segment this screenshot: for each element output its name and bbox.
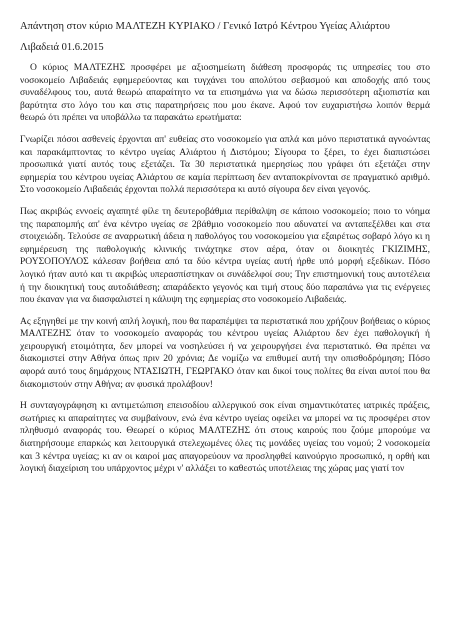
paragraph-2: Γνωρίζει πόσοι ασθενείς έρχονται απ' ευθείας στο νοσοκομείο για απλά και μόνο περιστατικά αγνοώντας και παρακάμπτοντας το κέντρο υγείας Αλιάρτου ή Διστόμου; Σίγουρα το ξέρει, το έχει διαπιστώσει προσωπικά γιατί αυτός τους εξετάζει. Τα 30 περιστατικά ημερησίως που γράφει ότι εξετάζει στην εφημερία του κέντρου υγείας Αλιάρτου σε καμία περίπτωση δεν ανταποκρίνονται σε πραγματικό αριθμό. Στο νοσοκομείο Λιβαδειάς έρχονται πολλά περισσότερα κι αυτό σίγουρα δεν είναι γεγονός. — [20, 133, 430, 196]
paragraph-1: Ο κύριος ΜΑΛΤΕΖΗΣ προσφέρει με αξιοσημείωτη διάθεση προσφοράς τις υπηρεσίες του στο νοσοκομείο Λιβαδειάς εφημερεύοντας και τυγχάνει του απολύτου σεβασμού και αποδοχής από τους συναδέλφους του, αυτά θεωρώ απαραίτητο να τα επισημάνω για να δώσω περισσότερη αξιοπιστία και βαρύτητα στο λόγο του και στις παρατηρήσεις που μου έκανε. Αφού τον ευχαριστήσω λοιπόν θερμά θεωρώ ότι πρέπει να υποβάλλω τα παρακάτω ερωτήματα: — [20, 62, 430, 124]
paragraph-3: Πως ακριβώς εννοείς αγαπητέ φίλε τη δευτεροβάθμια περίθαλψη σε κάποιο νοσοκομείο; ποιο το νόημα της παραπομπής απ' ένα κέντρο υγείας σε 2βάθμιο νοσοκομείο που αδυνατεί να ανταπεξέλθει και στα στοιχειώδη. Τελούσε σε αναρρωτική άδεια η παθολόγος του νοσοκομείου για εξαιρέτως σοβαρό λόγο κι η εφημέρευση της παθολογικής κλινικής τινάχτηκε στον αέρα, όταν οι διοικητές ΓΚΙΖΙΜΗΣ, ΡΟΥΣΟΠΟΥΛΟΣ κάλεσαν βοήθεια από τα δύο κέντρα υγείας αυτή ήρθε υπό μορφή εξεδίκων. Πόσο λογικό ήταν αυτό και τι ακριβώς υπερασπίστηκαν οι συνάδελφοί σου; Την επιστημονική τους αυτοτέλεια ή την διοικητική τους αυτοδιάθεση; απαράδεκτο γεγονός και τιμή στους δύο παραπάνω για τις ενέργειες που έκαναν για να διασφαλιστεί η κάλυψη της εφημερίας στο νοσοκομείο Λιβαδειάς. — [20, 205, 430, 306]
paragraph-4: Ας εξηγηθεί με την κοινή απλή λογική, που θα παραπέμψει τα περιστατικά που χρήζουν βοήθειας ο κύριος ΜΑΛΤΕΖΗΣ όταν το νοσοκομείο αναφοράς του κέντρου υγείας Αλιάρτου δεν έχει παθολογική ή χειρουργική ετοιμότητα, δεν μπορεί να νοσηλεύσει ή να χειρουργήσει ένα περιστατικό. Θα πρέπει να διακομιστεί στην Αθήνα όπως πριν 20 χρόνια; Δε νομίζω να επιθυμεί αυτή την οπισθοδρόμηση; Πόσο αφορά αυτό τους δημάρχους ΝΤΑΣΙΩΤΗ, ΓΕΩΡΓΑΚΟ όταν και δικοί τους πολίτες θα είναι αυτοί που θα διακομιστούν στην Αθήνα; αν φυσικά προλάβουν! — [20, 315, 430, 390]
document-date: Λιβαδειά 01.6.2015 — [20, 42, 104, 53]
paragraph-5: Η συνταγογράφηση κι αντιμετώπιση επεισοδίου αλλεργικού σοκ είναι σημαντικότατες ιατρικές πράξεις, σωτήριες κι απαραίτητες να συμβαίνουν, ενώ ένα κέντρο υγείας οφείλει να μπορεί να τις προσφέρει στον πληθυσμό αναφοράς του. Θεωρεί ο κύριος ΜΑΛΤΕΖΗΣ ότι στους καιρούς που ζούμε μπορούμε να διατηρήσουμε επαρκώς και λειτουργικά στελεχωμένες όλες τις μονάδες υγείας του νομού; 2 νοσοκομεία και 3 κέντρα υγείας; κι αν οι καιροί μας απαγορεύουν να προσληφθεί καινούργιο προσωπικό, η ορθή και λογική διαχείριση του υπάρχοντος μέχρι ν' αλλάξει το καθεστώς υποτέλειας της χώρας μας γιατί τον — [20, 400, 430, 475]
document-title: Απάντηση στον κύριο ΜΑΛΤΕΖΗ ΚΥΡΙΑΚΟ / Γενικό Ιατρό Κέντρου Υγείας Αλιάρτου — [20, 21, 390, 32]
